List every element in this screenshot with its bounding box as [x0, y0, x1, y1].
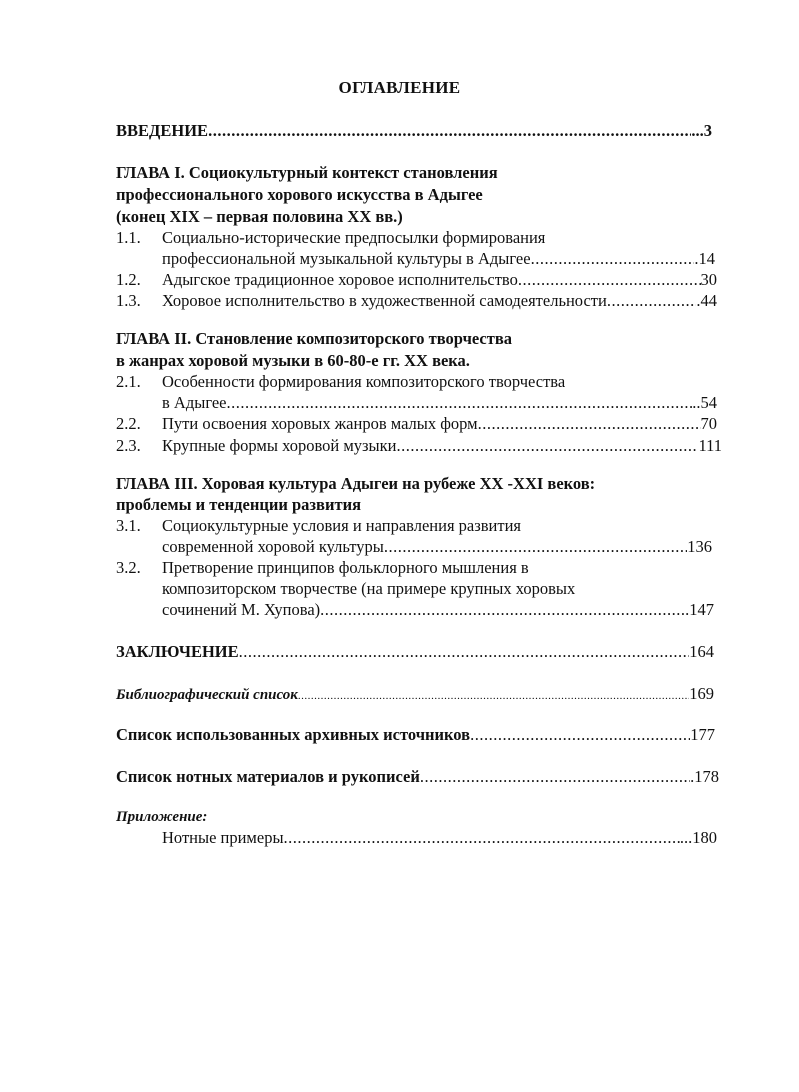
toc-page: .44 [696, 291, 717, 310]
appendix-heading: Приложение: [116, 809, 208, 825]
toc-entry-conclusion[interactable] [116, 642, 714, 662]
chapter-1-heading-line-1: ГЛАВА I. Социокультурный контекст становления [116, 163, 498, 182]
toc-label: Хоровое исполнительство в художественной самодеятельности [162, 291, 607, 310]
toc-entry-introduction[interactable] [116, 121, 712, 141]
toc-label: сочинений М. Хупова) [162, 600, 321, 619]
toc-entry-bibliography[interactable] [116, 684, 714, 706]
dot-leader [227, 393, 693, 413]
toc-page: ...3 [691, 121, 712, 140]
toc-page: 70 [700, 414, 717, 433]
toc-page: 111 [698, 436, 722, 455]
chapter-1-heading-line-3: (конец XIX – первая половина XX вв.) [116, 207, 403, 226]
dot-leader [420, 767, 690, 787]
section-number: 2.3. [116, 436, 141, 455]
dot-leader [478, 414, 701, 434]
chapter-1-heading-line-2: профессионального хорового искусства в Адыгее [116, 185, 483, 204]
chapter-2-heading-line-1: ГЛАВА II. Становление композиторского творчества [116, 329, 512, 348]
toc-page: ...180 [679, 828, 717, 847]
dot-leader [470, 725, 690, 745]
dot-leader [208, 121, 691, 141]
section-3-2-line-2: композиторском творчестве (на примере крупных хоровых [162, 579, 576, 598]
toc-entry-section-3-1[interactable] [162, 537, 712, 557]
toc-entry-section-2-1[interactable] [162, 393, 717, 413]
toc-entry-section-2-2[interactable] [162, 414, 717, 434]
dot-leader [518, 270, 701, 290]
toc-label: Библиографический список [116, 687, 298, 703]
toc-page: 136 [687, 537, 712, 556]
toc-page: 30 [700, 270, 717, 289]
toc-label: ЗАКЛЮЧЕНИЕ [116, 642, 239, 661]
section-number: 2.1. [116, 372, 141, 391]
toc-page: .14 [694, 249, 715, 268]
toc-entry-section-2-3[interactable] [162, 436, 722, 456]
section-3-1-line-1: Социокультурные условия и направления развития [162, 516, 521, 535]
toc-page: .178 [690, 767, 719, 786]
toc-label: в Адыгее [162, 393, 227, 412]
toc-label: Крупные формы хоровой музыки [162, 436, 397, 455]
toc-page: 177 [690, 725, 715, 744]
section-2-1-line-1: Особенности формирования композиторского творчества [162, 372, 566, 391]
section-number: 1.1. [116, 228, 141, 247]
chapter-3-heading-line-1: ГЛАВА III. Хоровая культура Адыгеи на рубеже XX -XXI веков: [116, 474, 596, 493]
section-3-2-line-1: Претворение принципов фольклорного мышления в [162, 558, 529, 577]
section-number: 3.2. [116, 558, 141, 577]
toc-entry-section-3-2[interactable] [162, 600, 714, 620]
toc-page: 169 [689, 684, 714, 703]
toc-entry-archives[interactable] [116, 725, 715, 745]
dot-leader [531, 249, 695, 269]
page-title: ОГЛАВЛЕНИЕ [338, 78, 461, 97]
dot-leader [607, 291, 697, 311]
toc-entry-scores[interactable] [116, 767, 719, 787]
toc-entry-section-1-2[interactable] [162, 270, 717, 290]
toc-page: ..54 [692, 393, 717, 412]
dot-leader [320, 600, 685, 620]
toc-label: ВВЕДЕНИЕ [116, 121, 209, 140]
dot-leader [239, 642, 690, 662]
section-number: 1.3. [116, 291, 141, 310]
dot-leader [384, 537, 687, 557]
dot-leader [396, 436, 698, 456]
toc-entry-section-1-3[interactable] [162, 291, 717, 311]
toc-label: Пути освоения хоровых жанров малых форм [162, 414, 478, 433]
toc-label: Адыгское традиционное хоровое исполнительство [162, 270, 518, 289]
chapter-2-heading-line-2: в жанрах хоровой музыки в 60-80-е гг. XX века. [116, 351, 470, 370]
chapter-3-heading-line-2: проблемы и тенденции развития [116, 495, 362, 514]
toc-label: Нотные примеры [162, 828, 284, 847]
toc-label: профессиональной музыкальной культуры в Адыгее [162, 249, 531, 268]
toc-entry-section-1-1[interactable] [162, 249, 715, 269]
toc-page: 164 [689, 642, 714, 661]
section-1-1-line-1: Социально-исторические предпосылки формирования [162, 228, 546, 247]
toc-label: современной хоровой культуры [162, 537, 384, 556]
dot-leader [284, 828, 680, 848]
toc-page: .147 [685, 600, 714, 619]
toc-label: Список нотных материалов и рукописей [116, 767, 420, 786]
dot-leader [298, 686, 689, 706]
section-number: 1.2. [116, 270, 141, 289]
toc-label: Список использованных архивных источников [116, 725, 471, 744]
section-number: 3.1. [116, 516, 141, 535]
section-number: 2.2. [116, 414, 141, 433]
toc-entry-appendix-scores[interactable] [162, 828, 717, 848]
